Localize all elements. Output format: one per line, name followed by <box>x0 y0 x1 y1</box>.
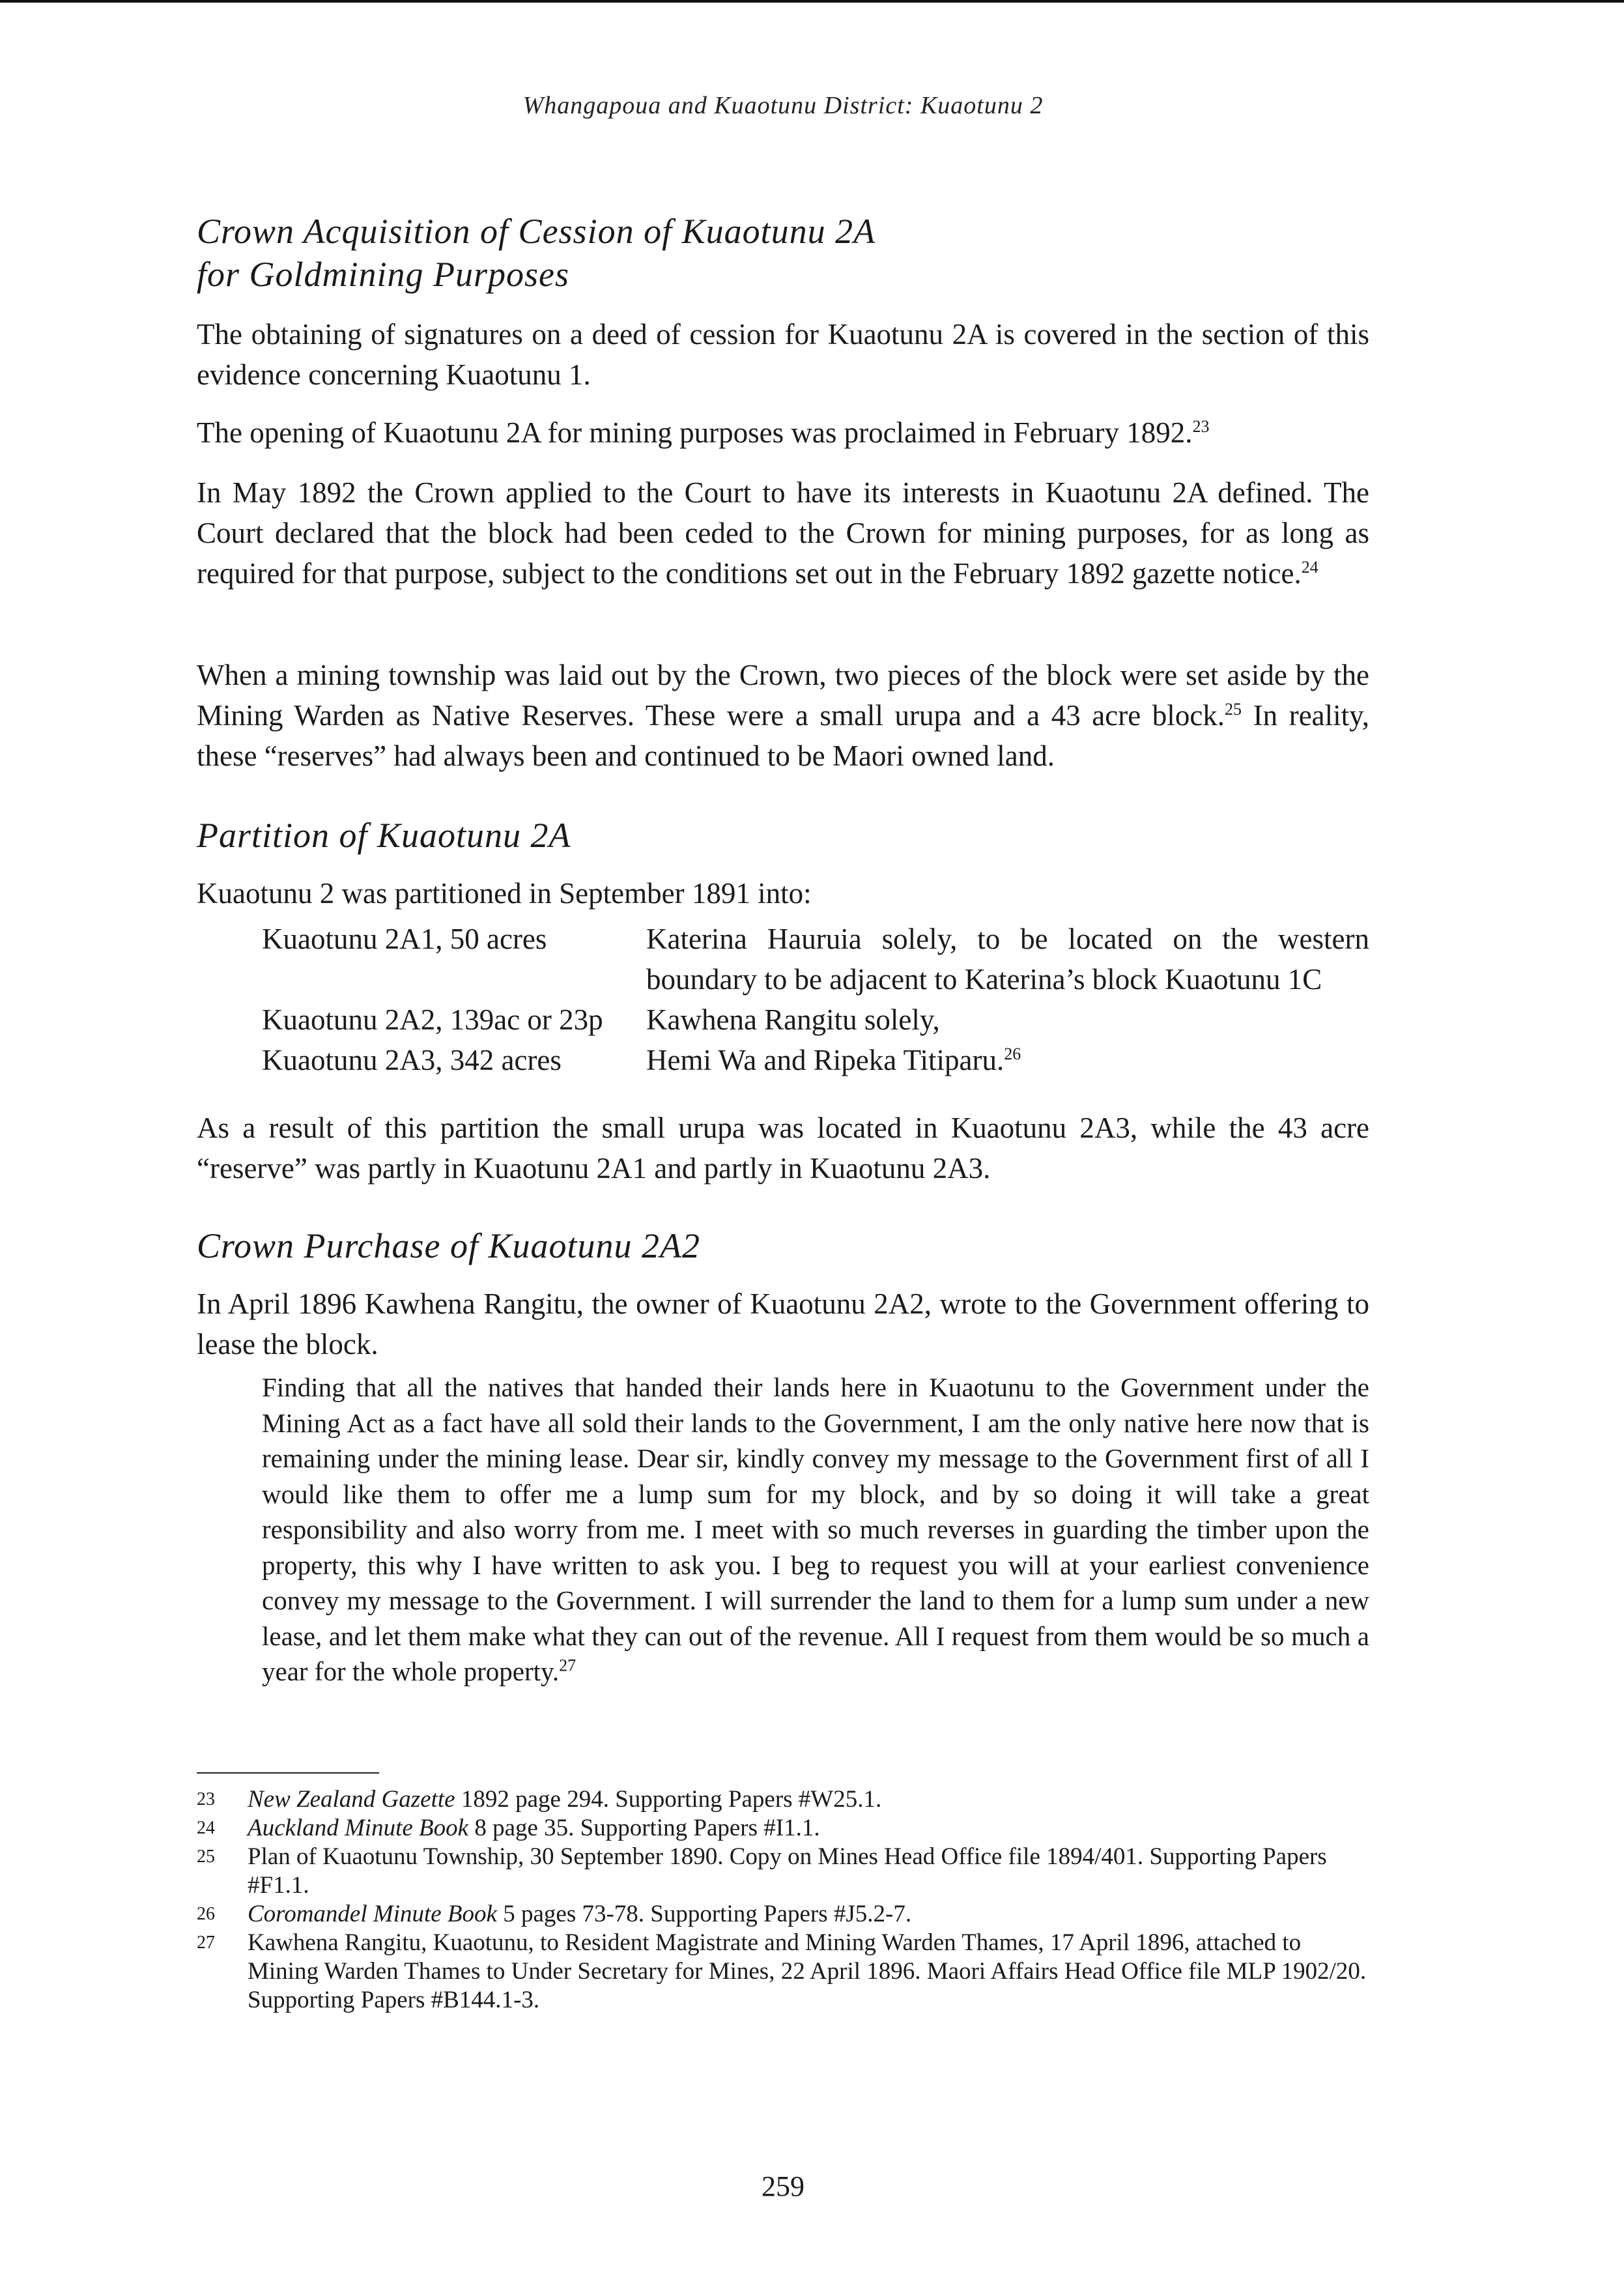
footnote-ref: 27 <box>559 1656 577 1675</box>
paragraph-court-1892 <box>197 472 1369 594</box>
heading-line-2: for Goldmining Purposes <box>197 255 570 294</box>
footnote-body: 8 page 35. Supporting Papers #I1.1. <box>468 1815 820 1841</box>
paragraph-text: The opening of Kuaotunu 2A for mining purposes was proclaimed in February 1892. <box>197 416 1193 449</box>
footnote-number: 26 <box>197 1904 215 1924</box>
footnote-item <box>197 1929 1369 2015</box>
partition-row <box>262 1040 1369 1080</box>
partition-list <box>262 919 1369 1080</box>
partition-row <box>262 919 1369 1000</box>
footnote-ref: 24 <box>1301 558 1318 577</box>
paragraph-lease-offer: In April 1896 Kawhena Rangitu, the owner of Kuaotunu 2A2, wrote to the Government offering to lease the block. <box>197 1287 1369 1360</box>
quote-text: Finding that all the natives that handed their lands here in Kuaotunu to the Government under the Mining Act as a fact have all sold their lands to the Government, I am the only native here now that is remaining under the mining lease. Dear sir, kindly convey my message to the Government first of all I would like them to offer me a lump sum for my block, and by so doing it will take a great responsibility and also worry from me. I meet with so much reverses in guarding the timber upon the property, this why I have written to ask you. I beg to request you will at your earliest convenience convey my message to the Government. I will surrender the land to them for a lump sum under a new lease, and let them make what they can out of the revenue. All I request from them would be so much a year for the whole property. <box>262 1372 1369 1686</box>
footnote-ref: 26 <box>1004 1044 1021 1063</box>
partition-owner: Katerina Hauruia solely, to be located on the western boundary to be adjacent to Katerina’s block Kuaotunu 1C <box>646 923 1369 996</box>
footnote-text <box>248 1814 1369 1843</box>
footnote-text <box>248 1900 1369 1929</box>
paragraph-text: In reality, these “reserves” had always been and continued to be Maori owned land. <box>197 699 1369 772</box>
running-head: Whangapoua and Kuaotunu District: Kuaotunu 2 <box>522 92 1044 119</box>
footnote-item <box>197 1843 1369 1900</box>
partition-owner-cell <box>646 1040 1369 1080</box>
footnote-item <box>197 1814 1369 1843</box>
paragraph-native-reserves <box>197 655 1369 776</box>
block-quote-letter <box>262 1370 1369 1690</box>
paragraph-deed: The obtaining of signatures on a deed of cession for Kuaotunu 2A is covered in the section of this evidence concerning Kuaotunu 1. <box>197 318 1369 391</box>
footnote-body: 1892 page 294. Supporting Papers #W25.1. <box>455 1786 882 1813</box>
footnote-ref: 23 <box>1192 417 1210 436</box>
footnote-body: 5 pages 73-78. Supporting Papers #J5.2-7. <box>496 1901 912 1927</box>
footnote-text <box>248 1929 1369 2015</box>
footnote-body: Kawhena Rangitu, Kuaotunu, to Resident Magistrate and Mining Warden Thames, 17 April 1896, attached to Mining Warden Thames to Under Secretary for Mines, 22 April 1896. Maori Affairs Head Office file MLP 1902/20. Supporting Papers #B144.1-3. <box>248 1929 1367 2013</box>
paragraph-text: When a mining township was laid out by the Crown, two pieces of the block were set aside by the Mining Warden as Native Reserves. These were a small urupa and a 43 acre block. <box>197 659 1369 732</box>
partition-owner: Kawhena Rangitu solely, <box>646 1003 940 1036</box>
section-heading-crown-purchase: Crown Purchase of Kuaotunu 2A2 <box>197 1226 701 1265</box>
partition-block: Kuaotunu 2A3, 342 acres <box>262 1044 562 1076</box>
footnotes <box>197 1785 1369 2015</box>
footnote-number: 25 <box>197 1847 215 1867</box>
partition-block: Kuaotunu 2A2, 139ac or 23p <box>262 1003 603 1036</box>
footnote-number: 23 <box>197 1789 215 1809</box>
paragraph-partition-intro: Kuaotunu 2 was partitioned in September 1891 into: <box>197 877 812 910</box>
footnote-body: Plan of Kuaotunu Township, 30 September 1890. Copy on Mines Head Office file 1894/401. Supporting Papers #F1.1. <box>248 1843 1327 1899</box>
footnote-item <box>197 1785 1369 1814</box>
footnote-text <box>248 1785 1369 1814</box>
paragraph-text: In May 1892 the Crown applied to the Court to have its interests in Kuaotunu 2A defined. The Court declared that the block had been ceded to the Crown for mining purposes, for as long as required for that purpose, subject to the conditions set out in the February 1892 gazette notice. <box>197 476 1369 590</box>
partition-owner: Hemi Wa and Ripeka Titiparu. <box>646 1044 1004 1076</box>
section-heading-cession <box>197 210 876 296</box>
partition-row <box>262 1000 1369 1040</box>
paragraph-proclamation <box>197 412 1369 453</box>
page-number: 259 <box>762 2170 805 2202</box>
partition-block: Kuaotunu 2A1, 50 acres <box>262 923 547 955</box>
top-border-rule <box>0 0 1624 3</box>
footnote-title: Auckland Minute Book <box>248 1815 469 1841</box>
footnote-number: 27 <box>197 1933 215 1953</box>
heading-line-1: Crown Acquisition of Cession of Kuaotunu 2A <box>197 212 876 251</box>
section-heading-partition: Partition of Kuaotunu 2A <box>197 816 571 855</box>
paragraph-partition-result: As a result of this partition the small urupa was located in Kuaotunu 2A3, while the 43 acre “reserve” was partly in Kuaotunu 2A1 and partly in Kuaotunu 2A3. <box>197 1112 1369 1185</box>
footnote-text <box>248 1843 1369 1900</box>
footnote-separator <box>197 1772 379 1774</box>
footnote-number: 24 <box>197 1818 215 1838</box>
footnote-title: Coromandel Minute Book <box>248 1901 497 1927</box>
footnote-ref: 25 <box>1225 700 1242 719</box>
footnote-item <box>197 1900 1369 1929</box>
footnote-title: New Zealand Gazette <box>248 1786 455 1813</box>
